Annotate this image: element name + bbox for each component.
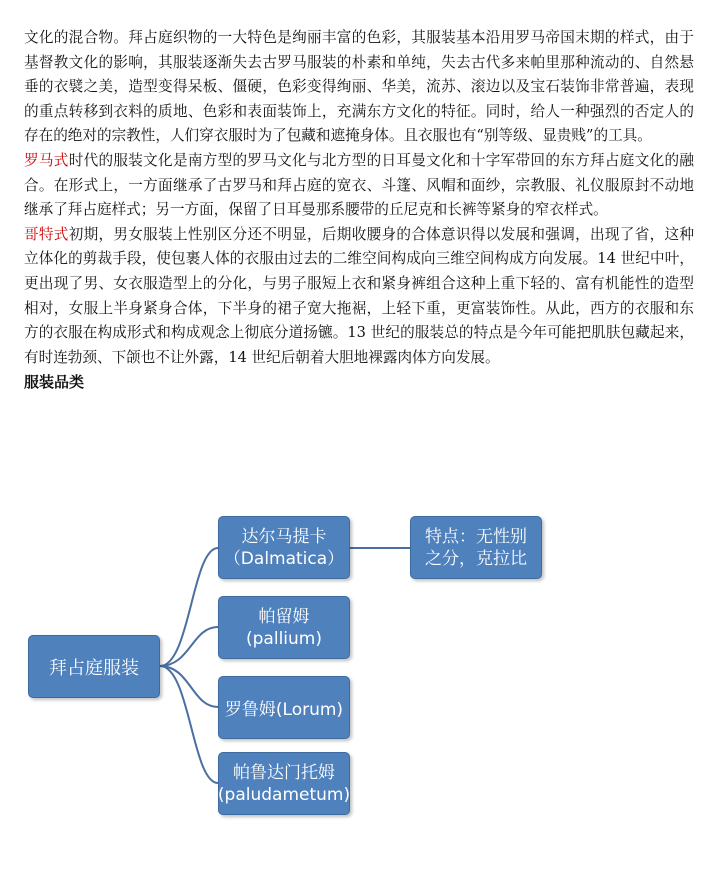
detail-line-1: 特点：无性别 bbox=[425, 526, 527, 547]
node-paludametum bbox=[218, 752, 350, 815]
node-paludametum-cn: 帕鲁达门托姆 bbox=[233, 762, 335, 783]
gothic-paragraph bbox=[24, 223, 694, 371]
node-pallium bbox=[218, 596, 350, 659]
connector-root-lorum bbox=[160, 666, 218, 707]
article-body bbox=[24, 26, 694, 395]
byzantine-paragraph: 文化的混合物。拜占庭织物的一大特色是绚丽丰富的色彩，其服装基本沿用罗马帝国末期的样式，由于基督教文化的影响，其服装逐渐失去古罗马服装的朴素和单纯，失去古代多来帕里那种流动的、自然悬垂的衣襞之美，造型变得呆板、僵硬，色彩变得绚丽、华美，流苏、滚边以及宝石装饰非常普遍，表现的重点转移到衣料的质地、色彩和表面装饰上，充满东方文化的特征。同时，给人一种强烈的否定人的存在的绝对的宗教性，人们穿衣服时为了包藏和遮掩身体。且衣服也有“别等级、显贵贱”的工具。 bbox=[24, 29, 694, 145]
detail-line-2: 之分，克拉比 bbox=[425, 548, 527, 569]
node-pallium-en: (pallium) bbox=[246, 628, 322, 649]
connector-root-pallium bbox=[160, 627, 218, 666]
section-heading: 服装品类 bbox=[24, 373, 85, 392]
node-pallium-cn: 帕留姆 bbox=[258, 606, 310, 627]
node-dalmatica-cn: 达尔马提卡 bbox=[241, 526, 327, 547]
node-lorum-label: 罗鲁姆(Lorum) bbox=[224, 700, 344, 720]
root-node-byzantine-clothing bbox=[28, 635, 160, 698]
node-lorum bbox=[218, 676, 350, 739]
gothic-text: 初期，男女服装上性别区分还不明显，后期收腰身的合体意识得以发展和强调，出现了省，这种立体化的剪裁手段，使包裹人体的衣服由过去的二维空间构成向三维空间构成方向发展。14 世纪中叶，更出现了男、女衣服造型上的分化，与男子服短上衣和紧身裤组合这种上重下轻的、富有机能性的造型相对，女服上半身紧身合体，下半身的裙子宽大拖裾，上轻下重，更富装饰性。从此，西方的衣服和东方的衣服在构成形式和构成观念上彻底分道扬镳。13 世纪的服装总的特点是今年可能把肌肤包藏起来，有时连勃颈、下颌也不让外露，14 世纪后朝着大胆地裸露肉体方向发展。 bbox=[24, 225, 694, 366]
romanesque-term: 罗马式 bbox=[24, 151, 69, 169]
node-dalmatica-en: （Dalmatica） bbox=[223, 548, 345, 569]
connector-root-paludametum bbox=[160, 666, 218, 783]
connector-root-dalmatica bbox=[160, 548, 218, 666]
node-paludametum-en: (paludametum) bbox=[217, 784, 351, 805]
root-node-label: 拜占庭服装 bbox=[49, 657, 139, 679]
node-dalmatica-detail bbox=[410, 516, 542, 579]
gothic-term: 哥特式 bbox=[24, 225, 69, 243]
romanesque-text: 时代的服装文化是南方型的罗马文化与北方型的日耳曼文化和十字军带回的东方拜占庭文化的融合。在形式上，一方面继承了古罗马和拜占庭的宽衣、斗篷、风帽和面纱，宗教服、礼仪服原封不动地继承了拜占庭样式；另一方面，保留了日耳曼那系腰带的丘尼克和长裤等紧身的窄衣样式。 bbox=[24, 151, 694, 219]
romanesque-paragraph bbox=[24, 149, 694, 223]
node-dalmatica bbox=[218, 516, 350, 579]
